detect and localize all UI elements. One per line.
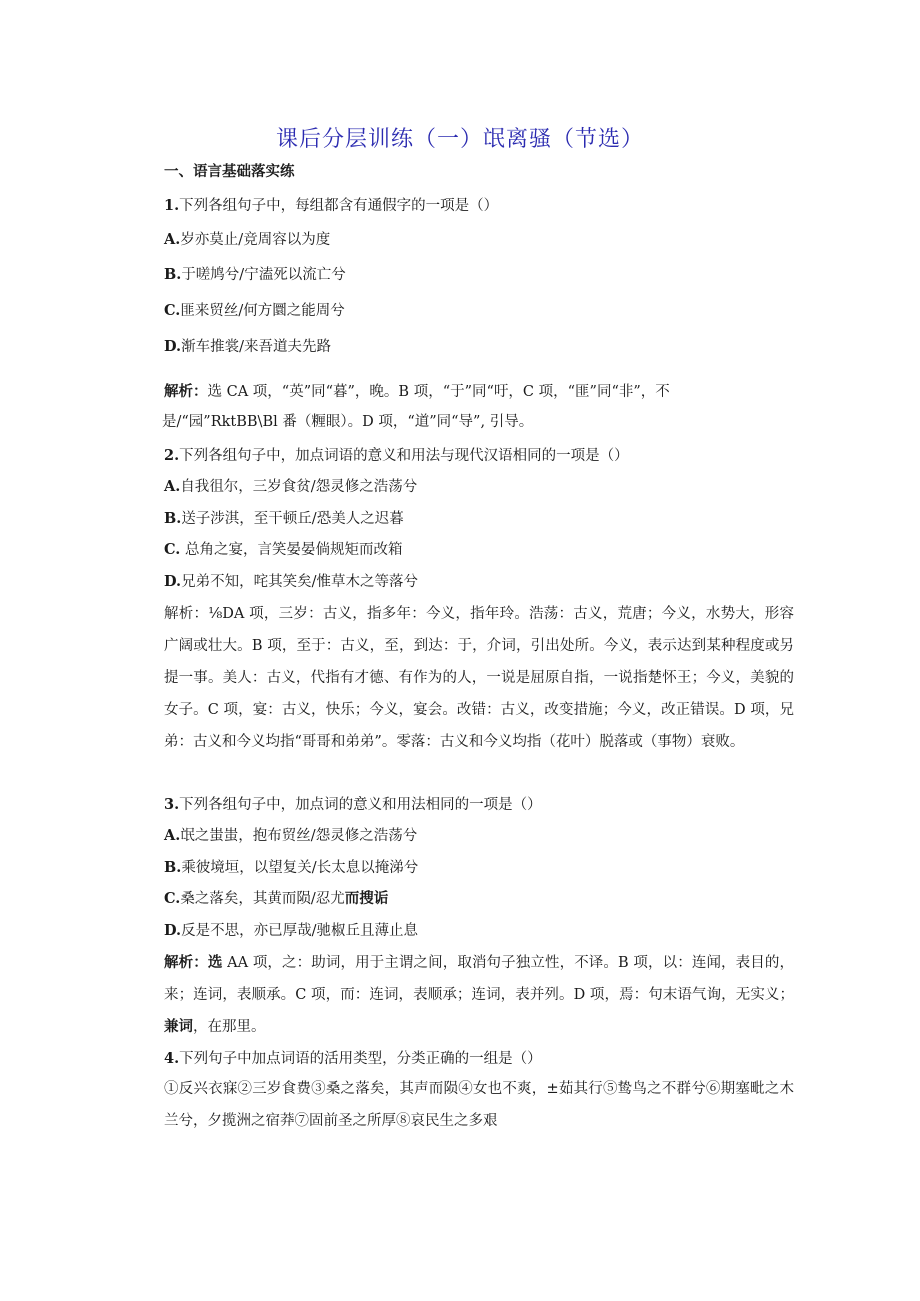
question-1-option-d xyxy=(164,337,331,357)
question-1-option-a xyxy=(164,230,330,250)
question-number: 4. xyxy=(164,1050,180,1067)
question-text: 下列句子中加点词语的活用类型，分类正确的一组是（） xyxy=(179,1051,542,1067)
option-text: 送子涉淇，至干顿丘/恐美人之迟暮 xyxy=(181,511,404,527)
question-number: 1. xyxy=(164,197,180,214)
question-2-analysis: 解析：⅛DA 项，三岁：古义，指多年：今义，指年玲。浩荡：古义，荒唐；今义，水势大，形容广阔或壮大。B 项，至于：古义，至，到达：于，介词，引出处所。今义，表示达到某种程度或另提一事。美人：古义，代指有才德、有作为的人，一说是屈原自指，一说指楚怀王；今义，美貌的女子。C 项，宴：古义，快乐；今义，宴会。改错：古义，改变措施；今义，改正错误。D 项，兄弟：古义和今义均指“哥哥和弟弟”。零落：古义和今义均指（花叶）脱落或（事物）衰败。 xyxy=(164,606,794,750)
option-key: B. xyxy=(164,859,182,876)
question-text: 下列各组句子中，加点词的意义和用法相同的一项是（） xyxy=(179,797,542,813)
option-key: C. xyxy=(164,890,181,907)
question-2-option-a xyxy=(164,477,417,497)
option-key: A. xyxy=(164,231,181,248)
analysis-text: AA 项，之：助词，用于主谓之间，取消句子独立性，不译。B 项，以：连闻，表目的，来；连词，表顺承。C 项，而：连词，表顺承；连词，表并列。D 项，焉：句末语气询，无实义； xyxy=(164,955,794,1003)
question-number: 2. xyxy=(164,447,180,464)
question-3-analysis xyxy=(164,947,794,1043)
question-1-option-c xyxy=(164,301,345,321)
question-3-option-c xyxy=(164,889,388,909)
question-3-option-b xyxy=(164,858,418,878)
analysis-bold-text: 兼词 xyxy=(164,1018,193,1035)
question-1-option-b xyxy=(164,265,346,285)
option-text: 反是不思，亦已厚哉/驰椒丘且薄止息 xyxy=(181,923,418,939)
option-key: B. xyxy=(164,266,182,283)
option-text: 桑之落矣，其黄而陨/忍尤 xyxy=(180,891,345,907)
option-key: C. xyxy=(164,541,181,558)
question-4-items: ①反兴衣寐②三岁食费③桑之落矣，其声而陨④女也不爽，±茹其行⑤鸷鸟之不群兮⑥期塞毗之木兰兮，夕揽洲之宿莽⑦固前圣之所厚⑧哀民生之多艰 xyxy=(164,1081,794,1129)
question-3-option-d xyxy=(164,921,418,941)
analysis-label: 解析： xyxy=(164,383,208,400)
option-text: 匪来贸丝/何方圜之能周兮 xyxy=(180,303,345,319)
option-key: B. xyxy=(164,510,182,527)
option-text: 氓之蚩蚩，抱布贸丝/怨灵修之浩荡兮 xyxy=(180,828,418,844)
option-text: 岁亦莫止/竞周容以为度 xyxy=(180,232,331,248)
question-1-stem xyxy=(164,196,498,216)
question-4-stem xyxy=(164,1049,542,1069)
question-3-stem xyxy=(164,795,542,815)
page-title: 课后分层训练（一）氓离骚（节选） xyxy=(275,127,644,152)
analysis-text: 选 CA 项，“英”同“暮”，晚。B 项，“于”同“吁，C 项，“匪”同“非”，不 xyxy=(207,384,670,400)
question-3-option-a xyxy=(164,826,417,846)
question-text: 下列各组句子中，每组都含有通假字的一项是（） xyxy=(179,198,499,214)
question-1-analysis-line-2: 是/“园”RktBB\Bl 番（糎眼）。D 项，“道”同“导”, 引导。 xyxy=(162,414,534,430)
section-heading: 一、语言基础落实练 xyxy=(164,163,295,180)
analysis-text-tail: ，在那里。 xyxy=(193,1019,266,1035)
option-text: 自我徂尔，三岁食贫/怨灵修之浩荡兮 xyxy=(180,479,418,495)
option-text: 总角之宴，言笑晏晏倘规矩而改箱 xyxy=(180,542,403,558)
option-text: 乘彼境垣，以望复关/长太息以掩涕兮 xyxy=(181,860,419,876)
question-2-stem xyxy=(164,446,629,466)
option-key: C. xyxy=(164,302,181,319)
option-bold-text: 而搜诟 xyxy=(344,890,389,907)
option-text: 于嗟鸠兮/宁溘死以流亡兮 xyxy=(181,267,346,283)
question-text: 下列各组句子中，加点词语的意义和用法与现代汉语相同的一项是（） xyxy=(179,448,629,464)
question-number: 3. xyxy=(164,796,180,813)
analysis-label: 解析：选 xyxy=(164,954,223,971)
option-text: 渐车推裳/来吾道夫先路 xyxy=(181,339,331,355)
option-key: A. xyxy=(164,478,181,495)
option-text: 兄弟不知，咤其笑矣/惟草木之等落兮 xyxy=(181,574,418,590)
option-key: A. xyxy=(164,827,181,844)
option-key: D. xyxy=(164,573,182,590)
question-2-option-d xyxy=(164,572,418,592)
option-key: D. xyxy=(164,338,182,355)
question-2-option-b xyxy=(164,509,404,529)
option-key: D. xyxy=(164,922,182,939)
question-2-option-c xyxy=(164,540,402,560)
question-1-analysis-line-1 xyxy=(164,382,670,402)
